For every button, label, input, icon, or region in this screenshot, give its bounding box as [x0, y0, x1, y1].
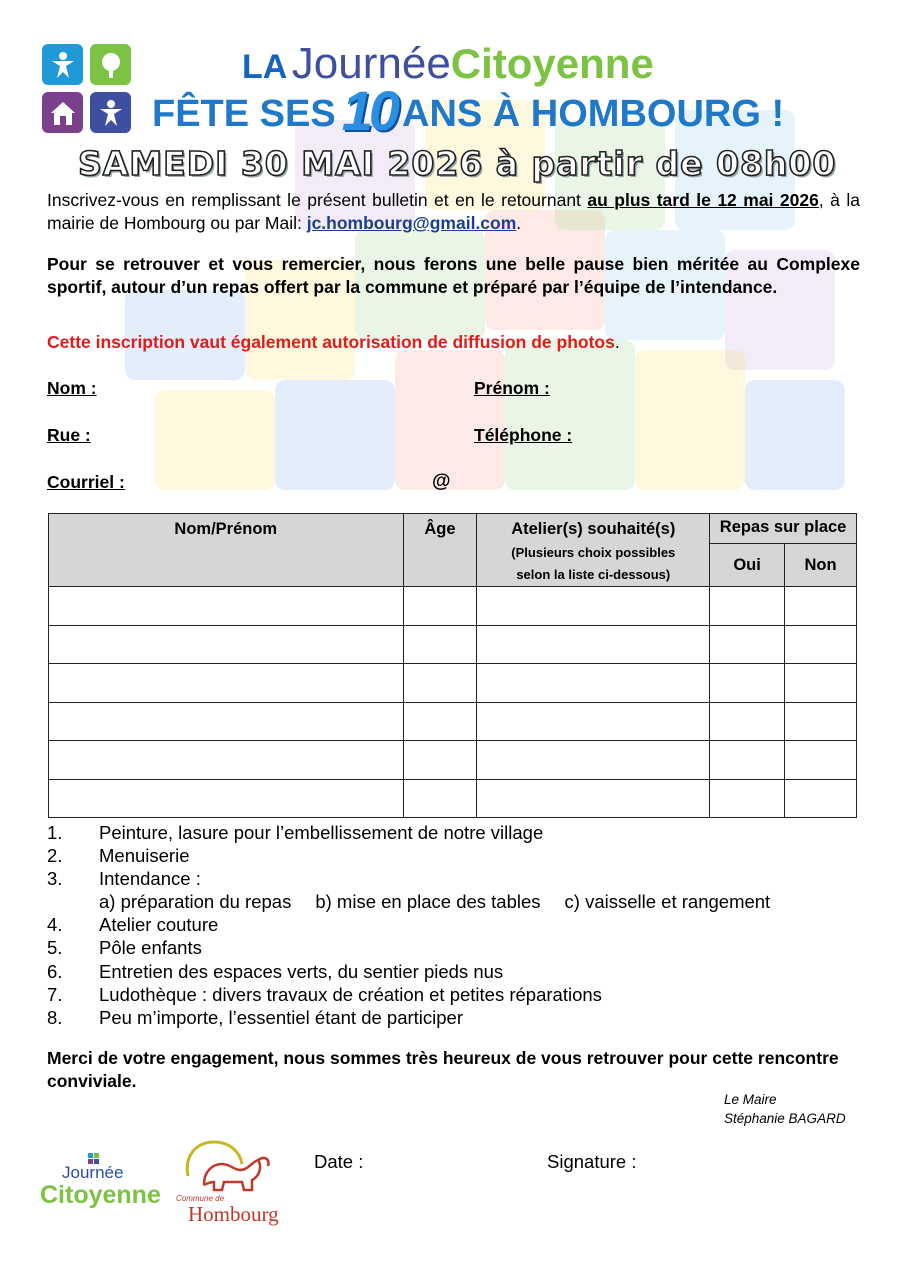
photo-notice — [47, 331, 860, 354]
table-row — [49, 779, 857, 818]
atelier-cell[interactable] — [477, 625, 710, 664]
footer-logo-journee: Journée — [62, 1163, 124, 1182]
anniversary-title — [152, 79, 785, 142]
intendance-option-a: a) préparation du repas — [99, 891, 292, 913]
item-number: 3. — [47, 868, 63, 890]
non-cell[interactable] — [785, 741, 857, 780]
list-item — [47, 936, 770, 959]
hombourg-logo — [174, 1136, 286, 1232]
age-cell[interactable] — [403, 587, 477, 626]
title-citoyenne: Citoyenne — [450, 40, 654, 87]
item-number: 7. — [47, 983, 63, 1005]
age-cell[interactable] — [403, 702, 477, 741]
hombourg-logo-name: Hombourg — [188, 1202, 279, 1226]
col-atelier-header — [477, 514, 710, 587]
subtitle-after: ANS À HOMBOURG ! — [402, 93, 785, 135]
table-row — [49, 702, 857, 741]
title-journee: Journée — [291, 39, 451, 88]
list-item — [47, 867, 770, 890]
person-icon — [42, 44, 83, 85]
subtitle-before: FÊTE SES — [152, 93, 336, 135]
item-label: Ludothèque : divers travaux de création et petites réparations — [99, 983, 602, 1005]
non-cell[interactable] — [785, 779, 857, 818]
item-label: Entretien des espaces verts, du sentier pieds nus — [99, 960, 504, 982]
name-cell[interactable] — [49, 702, 404, 741]
oui-cell[interactable] — [710, 664, 785, 703]
oui-cell[interactable] — [710, 702, 785, 741]
item-number: 8. — [47, 1006, 63, 1028]
mayor-title: Le Maire — [724, 1092, 777, 1107]
intro-text: Inscrivez-vous en remplissant le présent bulletin et en le retournant — [47, 190, 588, 210]
atelier-cell[interactable] — [477, 702, 710, 741]
email-link[interactable]: jc.hombourg@gmail.com — [306, 213, 517, 233]
date-label: Date : — [314, 1151, 364, 1172]
non-cell[interactable] — [785, 625, 857, 664]
atelier-cell[interactable] — [477, 587, 710, 626]
col-oui-header: Oui — [710, 544, 785, 587]
name-cell[interactable] — [49, 664, 404, 703]
col-non-header: Non — [785, 544, 857, 587]
intendance-options — [47, 890, 770, 913]
non-cell[interactable] — [785, 664, 857, 703]
event-date: SAMEDI 30 MAI 2026 à partir de 08h00 — [78, 144, 837, 183]
number-ten-balloon: 10 — [341, 79, 397, 142]
atelier-header-title: Atelier(s) souhaité(s) — [511, 520, 676, 538]
item-number: 5. — [47, 937, 63, 959]
non-cell[interactable] — [785, 702, 857, 741]
registration-table — [48, 513, 857, 818]
item-label: Peu m’importe, l’essentiel étant de participer — [99, 1006, 464, 1028]
item-number: 4. — [47, 914, 63, 936]
list-item — [47, 960, 770, 983]
signature-label: Signature : — [547, 1151, 637, 1172]
deadline: au plus tard le 12 mai 2026 — [587, 190, 819, 210]
rue-label: Rue : — [47, 425, 91, 445]
name-cell[interactable] — [49, 779, 404, 818]
atelier-cell[interactable] — [477, 664, 710, 703]
list-item — [47, 913, 770, 936]
list-item — [47, 844, 770, 867]
mayor-name: Stéphanie BAGARD — [724, 1111, 846, 1126]
intro-text-2: , à la mairie de Hombourg ou par Mail: — [47, 190, 860, 233]
name-cell[interactable] — [49, 625, 404, 664]
oui-cell[interactable] — [710, 779, 785, 818]
age-cell[interactable] — [403, 664, 477, 703]
col-name-header: Nom/Prénom — [49, 514, 404, 587]
age-cell[interactable] — [403, 741, 477, 780]
table-row — [49, 587, 857, 626]
intendance-option-c: c) vaisselle et rangement — [564, 891, 771, 913]
meal-paragraph: Pour se retrouver et vous remercier, nous ferons une belle pause bien méritée au Complexe sportif, autour d’un repas offert par la commune et préparé par l’équipe de l’intendance. — [47, 254, 860, 297]
table-row — [49, 625, 857, 664]
intro-paragraph — [47, 189, 860, 235]
ateliers-list — [47, 821, 770, 1029]
intro-end: . — [516, 213, 522, 233]
non-cell[interactable] — [785, 587, 857, 626]
item-label: Intendance : — [99, 868, 201, 890]
item-number: 6. — [47, 960, 63, 982]
oui-cell[interactable] — [710, 625, 785, 664]
lion-emblem-icon — [174, 1136, 286, 1196]
journee-citoyenne-footer-logo — [40, 1153, 160, 1213]
oui-cell[interactable] — [710, 741, 785, 780]
tree-icon — [90, 44, 131, 85]
item-label: Pôle enfants — [99, 937, 202, 959]
atelier-header-note-1: (Plusieurs choix possibles — [511, 545, 676, 560]
list-item — [47, 1006, 770, 1029]
list-item — [47, 821, 770, 844]
name-cell[interactable] — [49, 587, 404, 626]
mayor-signature-block — [724, 1090, 846, 1128]
journee-citoyenne-logo — [42, 44, 132, 134]
col-repas-header: Repas sur place — [710, 514, 857, 544]
hombourg-logo-commune: Commune de — [176, 1194, 225, 1203]
footer-logo-citoyenne: Citoyenne — [40, 1181, 161, 1209]
oui-cell[interactable] — [710, 587, 785, 626]
item-label: Peinture, lasure pour l’embellissement de notre village — [99, 822, 544, 843]
age-cell[interactable] — [403, 625, 477, 664]
list-item — [47, 983, 770, 1006]
photo-notice-end: . — [614, 332, 620, 352]
house-icon — [42, 92, 83, 133]
at-sign: @ — [432, 471, 451, 492]
name-cell[interactable] — [49, 741, 404, 780]
item-number: 2. — [47, 845, 63, 867]
atelier-cell[interactable] — [477, 741, 710, 780]
item-label: Atelier couture — [99, 914, 219, 936]
atelier-cell[interactable] — [477, 779, 710, 818]
age-cell[interactable] — [403, 779, 477, 818]
table-row — [49, 741, 857, 780]
prenom-label: Prénom : — [474, 378, 550, 398]
item-label: Menuiserie — [99, 845, 190, 867]
nom-label: Nom : — [47, 378, 97, 398]
thank-you-message: Merci de votre engagement, nous sommes très heureux de vous retrouver pour cette rencontre conviviale. — [47, 1048, 839, 1091]
table-row — [49, 664, 857, 703]
col-age-header: Âge — [403, 514, 477, 587]
intendance-option-b: b) mise en place des tables — [315, 891, 541, 913]
item-number: 1. — [47, 822, 63, 843]
telephone-label: Téléphone : — [474, 425, 573, 445]
photo-notice-text: Cette inscription vaut également autorisation de diffusion de photos — [47, 332, 615, 352]
atelier-header-note-2: selon la liste ci-dessous) — [516, 567, 671, 582]
courriel-label: Courriel : — [47, 472, 125, 492]
title-la: LA — [242, 48, 288, 86]
person-icon — [90, 92, 131, 133]
